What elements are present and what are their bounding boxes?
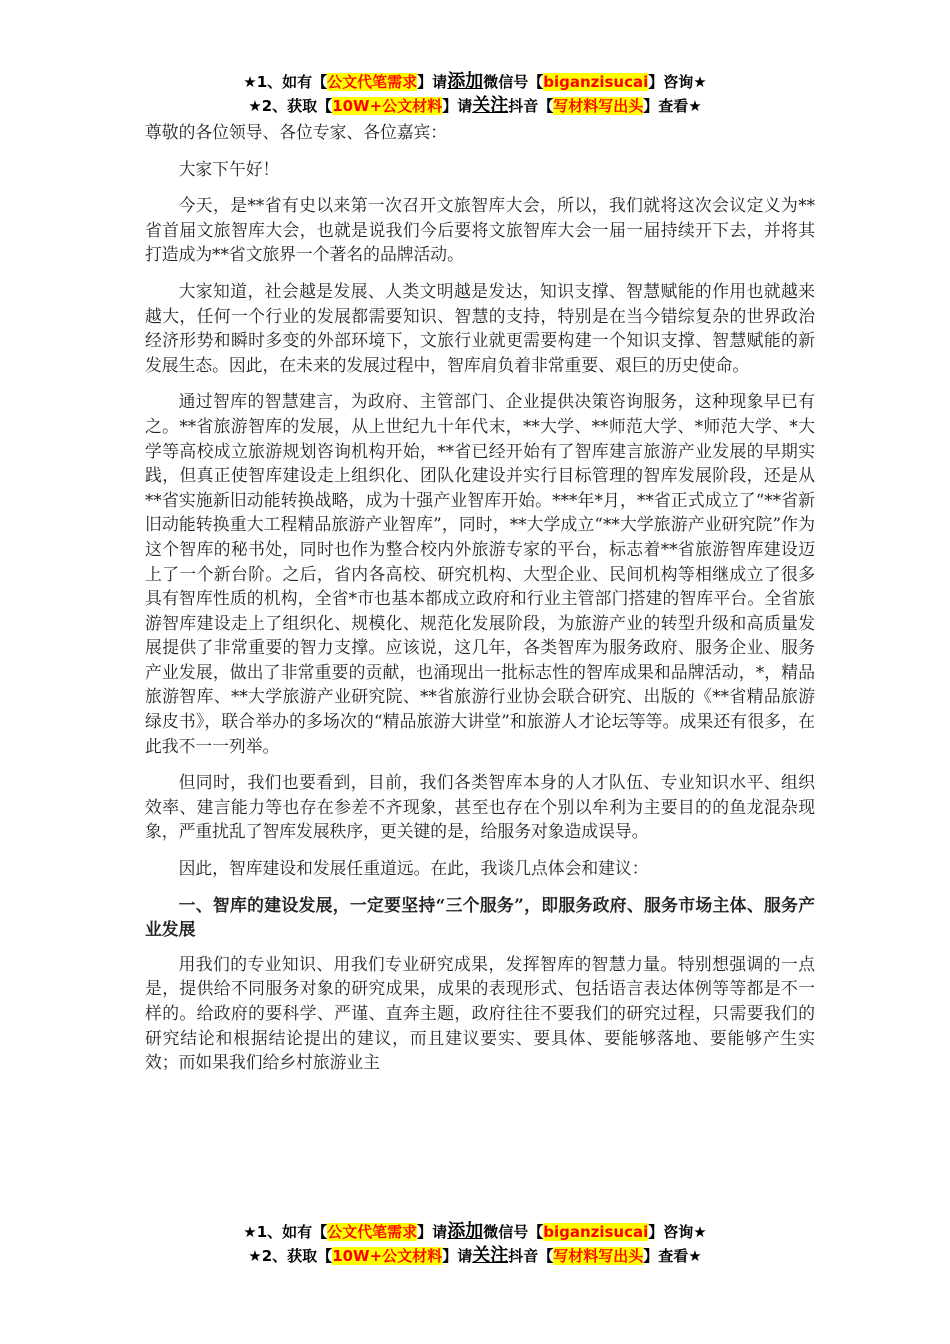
promo-text: 抖音【 bbox=[508, 1247, 554, 1265]
promo-text: 微信号【 bbox=[483, 1223, 544, 1241]
paragraph: 大家知道，社会越是发展、人类文明越是发达，知识支撑、智慧赋能的作用也就越来越大，任何一个行业的发展都需要知识、智慧的支持，特别是在当今错综复杂的世界政治经济形势和瞬时多变的外部环境下，文旅行业就更需要构建一个知识支撑、智慧赋能的新发展生态。因此，在未来的发展过程中，智库肩负着非常重要、艰巨的历史使命。 bbox=[145, 280, 815, 375]
promo-highlight: 公文代笔需求 bbox=[327, 1223, 418, 1241]
promo-highlight: 写材料写出头 bbox=[553, 1247, 644, 1265]
salutation: 尊敬的各位领导、各位专家、各位嘉宾： bbox=[145, 122, 448, 142]
promo-highlight: biganzisucai bbox=[543, 1223, 649, 1241]
promo-emphasis: 关注 bbox=[472, 95, 509, 116]
promo-text: ★1、如有【 bbox=[243, 73, 328, 91]
promo-text: 】咨询★ bbox=[648, 73, 707, 91]
promo-text: 】请 bbox=[417, 73, 448, 91]
document-body bbox=[145, 120, 815, 1087]
top-promo-banner bbox=[0, 70, 950, 118]
promo-highlight: 公文代笔需求 bbox=[327, 73, 418, 91]
promo-highlight: 写材料写出头 bbox=[553, 97, 644, 115]
promo-emphasis: 添加 bbox=[447, 71, 484, 92]
promo-emphasis: 添加 bbox=[447, 1221, 484, 1242]
paragraph: 通过智库的智慧建言，为政府、主管部门、企业提供决策咨询服务，这种现象早已有之。**省旅游智库的发展，从上世纪九十年代末，**大学、**师范大学、*师范大学、*大学等高校成立旅游规划咨询机构开始，**省已经开始有了智库建言旅游产业发展的早期实践，但真正使智库建设走上组织化、团队化建设并实行目标管理的智库发展阶段，还是从**省实施新旧动能转换战略，成为十强产业智库开始。***年*月，**省正式成立了“**省新旧动能转换重大工程精品旅游产业智库”，同时，**大学成立“**大学旅游产业研究院”作为这个智库的秘书处，同时也作为整合校内外旅游专家的平台，标志着**省旅游智库建设迈上了一个新台阶。之后，省内各高校、研究机构、大型企业、民间机构等相继成立了很多具有智库性质的机构，全省*市也基本都成立政府和行业主管部门搭建的智库平台。全省旅游智库建设走上了组织化、规模化、规范化发展阶段，为旅游产业的转型升级和高质量发展提供了非常重要的智力支撑。应该说，这几年，各类智库为服务政府、服务企业、服务产业发展，做出了非常重要的贡献，也涌现出一批标志性的智库成果和品牌活动，*，精品旅游智库、**大学旅游产业研究院、**省旅游行业协会联合研究、出版的《**省精品旅游绿皮书》，联合举办的多场次的“精品旅游大讲堂”和旅游人才论坛等等。成果还有很多，在此我不一一列举。 bbox=[145, 391, 815, 756]
promo-highlight: 10W+公文材料 bbox=[332, 97, 443, 115]
promo-line-2 bbox=[0, 1244, 950, 1268]
bottom-promo-banner bbox=[0, 1220, 950, 1268]
promo-emphasis: 关注 bbox=[472, 1245, 509, 1266]
promo-text: ★2、获取【 bbox=[248, 97, 333, 115]
paragraph: 今天，是**省有史以来第一次召开文旅智库大会，所以，我们就将这次会议定义为**省首届文旅智库大会，也就是说我们今后要将文旅智库大会一届一届持续开下去，并将其打造成为**省文旅界一个著名的品牌活动。 bbox=[145, 195, 815, 265]
promo-text: 】请 bbox=[417, 1223, 448, 1241]
promo-text: ★2、获取【 bbox=[248, 1247, 333, 1265]
promo-text: ★1、如有【 bbox=[243, 1223, 328, 1241]
promo-text: 】查看★ bbox=[643, 1247, 702, 1265]
promo-line-1 bbox=[0, 1220, 950, 1244]
promo-line-1 bbox=[0, 70, 950, 94]
promo-line-2 bbox=[0, 94, 950, 118]
promo-text: 抖音【 bbox=[508, 97, 554, 115]
greeting: 大家下午好！ bbox=[178, 158, 280, 179]
promo-text: 】查看★ bbox=[643, 97, 702, 115]
paragraph: 因此，智库建设和发展任重道远。在此，我谈几点体会和建议： bbox=[178, 858, 649, 879]
promo-text: 】请 bbox=[442, 97, 473, 115]
promo-highlight: biganzisucai bbox=[543, 73, 649, 91]
promo-highlight: 10W+公文材料 bbox=[332, 1247, 443, 1265]
paragraph: 但同时，我们也要看到，目前，我们各类智库本身的人才队伍、专业知识水平、组织效率、建言能力等也存在参差不齐现象，甚至也存在个别以牟利为主要目的的鱼龙混杂现象，严重扰乱了智库发展秩序，更关键的是，给服务对象造成误导。 bbox=[145, 772, 815, 842]
promo-text: 】请 bbox=[442, 1247, 473, 1265]
promo-text: 微信号【 bbox=[483, 73, 544, 91]
promo-text: 】咨询★ bbox=[648, 1223, 707, 1241]
paragraph: 用我们的专业知识、用我们专业研究成果，发挥智库的智慧力量。特别想强调的一点是，提供给不同服务对象的研究成果，成果的表现形式、包括语言表达体例等等都是不一样的。给政府的要科学、严谨、直奔主题，政府往往不要我们的研究过程，只需要我们的研究结论和根据结论提出的建议，而且建议要实、要具体、要能够落地、要能够产生实效；而如果我们给乡村旅游业主 bbox=[145, 953, 815, 1073]
section-heading: 一、智库的建设发展，一定要坚持“三个服务”，即服务政府、服务市场主体、服务产业发展 bbox=[145, 894, 815, 940]
